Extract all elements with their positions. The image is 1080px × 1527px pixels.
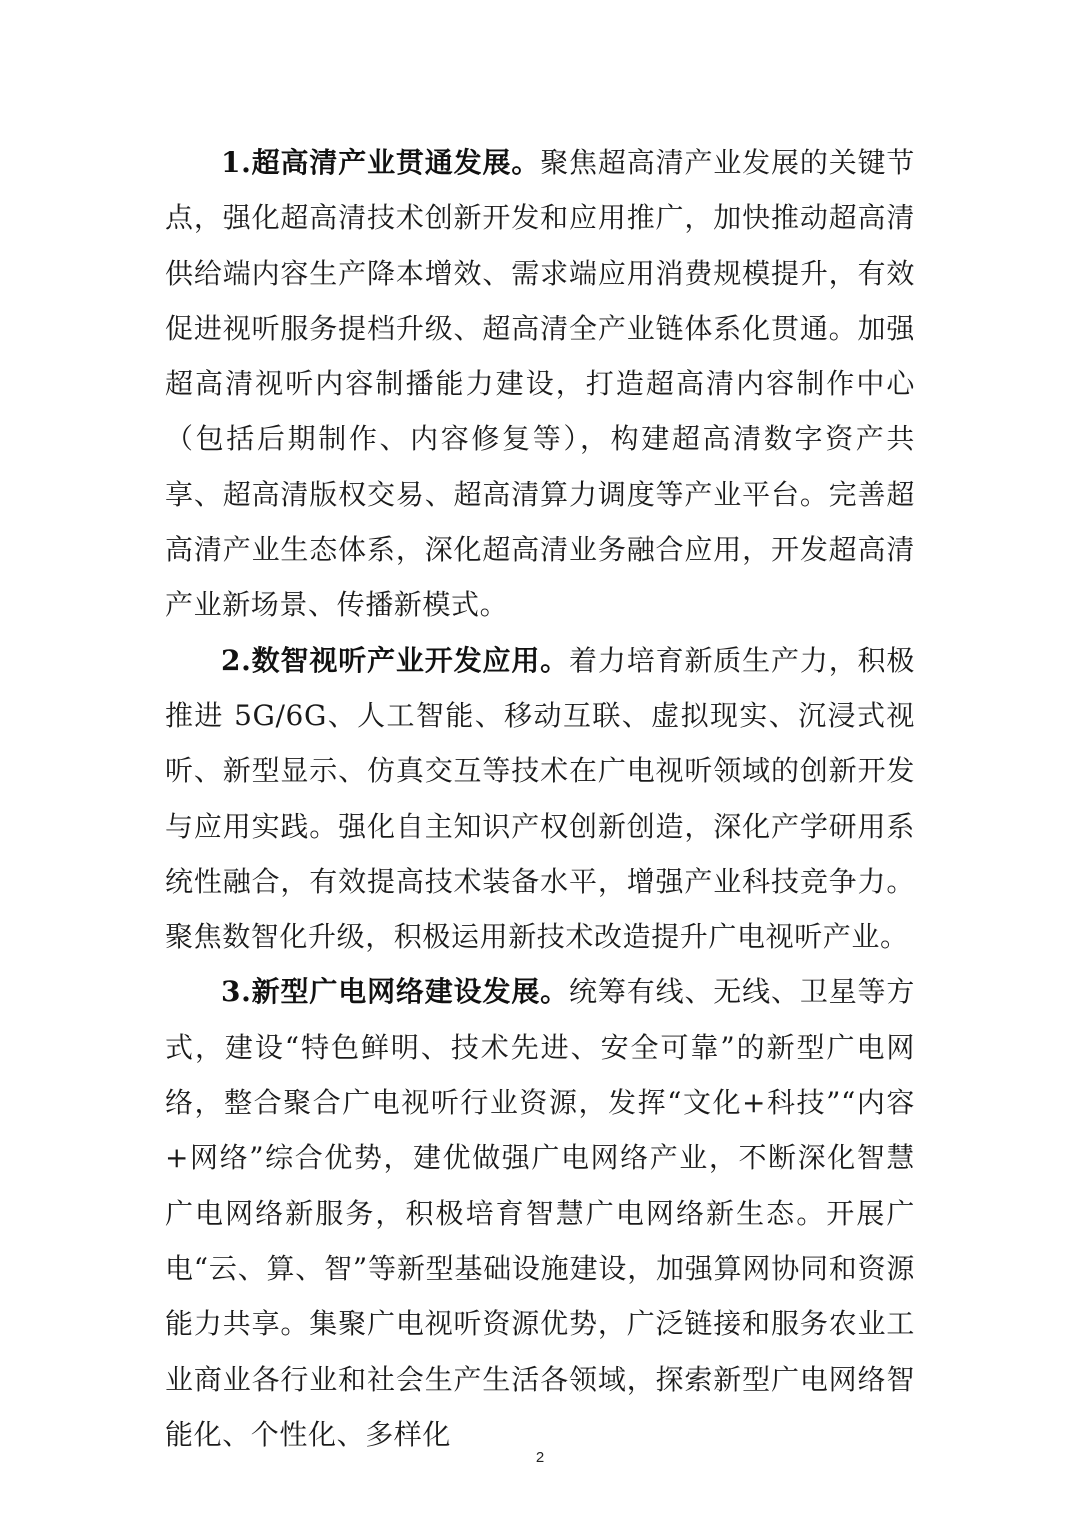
paragraph-heading: 2.数智视听产业开发应用。 xyxy=(221,643,570,677)
paragraph-heading: 3.新型广电网络建设发展。 xyxy=(221,975,570,1009)
paragraph-digital-av-industry xyxy=(165,633,915,965)
document-body xyxy=(165,135,915,1462)
paragraph-text: 着力培育新质生产力，积极推进 5G/6G、人工智能、移动互联、虚拟现实、沉浸式视听、新型显示、仿真交互等技术在广电视听领域的创新开发与应用实践。强化自主知识产权创新创造，深化产学研用系统性融合，有效提高技术装备水平，增强产业科技竞争力。聚焦数智化升级，积极运用新技术改造提升广电视听产业。 xyxy=(165,643,915,954)
paragraph-text: 聚焦超高清产业发展的关键节点，强化超高清技术创新开发和应用推广，加快推动超高清供给端内容生产降本增效、需求端应用消费规模提升，有效促进视听服务提档升级、超高清全产业链体系化贯通。加强超高清视听内容制播能力建设，打造超高清内容制作中心（包括后期制作、内容修复等），构建超高清数字资产共享、超高清版权交易、超高清算力调度等产业平台。完善超高清产业生态体系，深化超高清业务融合应用，开发超高清产业新场景、传播新模式。 xyxy=(165,146,915,622)
paragraph-ultra-hd-industry xyxy=(165,135,915,633)
paragraph-heading: 1.超高清产业贯通发展。 xyxy=(221,146,541,179)
paragraph-broadcast-network xyxy=(165,964,915,1462)
paragraph-text: 统筹有线、无线、卫星等方式，建设“特色鲜明、技术先进、安全可靠”的新型广电网络，整合聚合广电视听行业资源，发挥“文化+科技”“内容+网络”综合优势，建优做强广电网络产业，不断深化智慧广电网络新服务，积极培育智慧广电网络新生态。开展广电“云、算、智”等新型基础设施建设，加强算网协同和资源能力共享。集聚广电视听资源优势，广泛链接和服务农业工业商业各行业和社会生产生活各领域，探索新型广电网络智能化、个性化、多样化 xyxy=(165,975,915,1451)
page-number: 2 xyxy=(535,1449,545,1466)
